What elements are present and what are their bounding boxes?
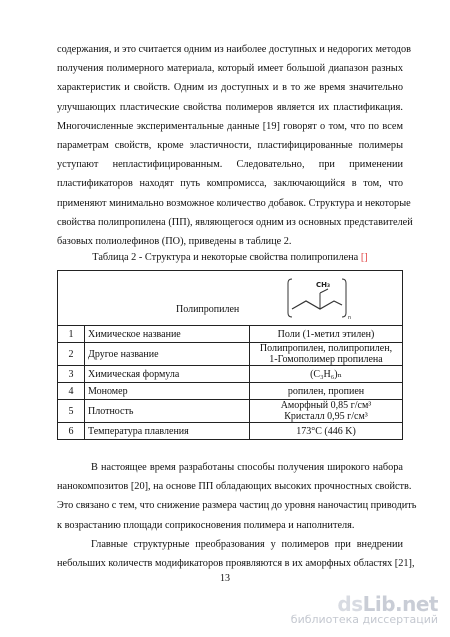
watermark-subtitle: библиотека диссертаций [290, 613, 438, 626]
row-number: 5 [58, 400, 85, 423]
row-number: 1 [58, 326, 85, 343]
paragraph-line: параметрам свойств, кроме эластичности, пластифицированные полимеры [57, 139, 403, 151]
property-name: Химическая формула [85, 366, 250, 383]
paragraph-line: Главные структурные преобразования у полимеров при внедрении [91, 539, 403, 550]
property-value-line: ропилен, пропиен [287, 385, 365, 397]
table-row [58, 423, 403, 440]
dslib-watermark [291, 592, 438, 626]
table-caption-text: Таблица 2 - Структура и некоторые свойства полипропилена [92, 252, 359, 263]
property-name: Мономер [85, 383, 250, 400]
paragraph-structural-changes [57, 535, 415, 573]
property-name: Температура плавления [85, 423, 250, 440]
property-value-line: Полипропилен, полипропилен, [259, 343, 393, 354]
table-row [58, 326, 403, 343]
paragraph-line: нанокомпозитов [20], на основе ПП обладающих высоких прочностных свойств. [57, 481, 412, 493]
row-number: 6 [58, 423, 85, 440]
row-number: 4 [58, 383, 85, 400]
property-value-line: Поли (1-метил этилен) [277, 328, 375, 340]
paragraph-line: применяют минимально возможное количество добавок. Структура и некоторые [57, 197, 411, 209]
property-value [250, 366, 403, 383]
paragraph-line: получения полимерного материала, который имеет большой диапазон разных [57, 63, 403, 75]
table-row [58, 343, 403, 366]
top-paragraph [57, 40, 413, 251]
polypropylene-structure-diagram [286, 275, 356, 321]
paragraph-line: свойства полипропилена (ПП), являющегося одним из основных представителей [57, 216, 413, 228]
property-value [250, 343, 403, 366]
property-value-line: 173°C (446 K) [296, 425, 356, 437]
paragraph-nanocomposites [57, 458, 417, 535]
property-value [250, 400, 403, 423]
property-value-line: Кристалл 0,95 г/см³ [284, 411, 368, 422]
dslib-logo: dsLib.net [337, 592, 438, 616]
table-row [58, 400, 403, 423]
structure-label: Полипропилен [176, 304, 240, 315]
property-value [250, 383, 403, 400]
paragraph-line: к возрастанию площади соприкосновения полимера и наполнителя. [57, 519, 355, 531]
property-value [250, 423, 403, 440]
table-row [58, 366, 403, 383]
paragraph-line: Это связано с тем, что снижение размера частиц до уровня наночастиц приводить [57, 500, 417, 512]
property-value-line: (C₃H₆)ₙ [310, 368, 342, 380]
property-name: Другое название [85, 343, 250, 366]
caption-reference-link[interactable]: [] [360, 252, 368, 263]
paragraph-line: уступают непластифицированным. Следовательно, при применении [57, 159, 403, 171]
page-number: 13 [220, 573, 230, 584]
paragraph-line: пластификаторов находят путь компромисса, заключающийся в том, что [57, 178, 403, 190]
row-number: 2 [58, 343, 85, 366]
repeat-subscript-n: n [348, 315, 352, 321]
property-value [250, 326, 403, 343]
paragraph-line: улучшающих пластические свойства полимеров является их пластификация. [57, 101, 403, 113]
structure-row [58, 271, 403, 326]
property-name: Плотность [85, 400, 250, 423]
ch3-group-label: CH₃ [316, 281, 331, 289]
paragraph-line: небольших количеств модификаторов проявляются в их аморфных областях [21], [57, 558, 415, 570]
paragraph-line: В настоящее время разработаны способы получения широкого набора [91, 462, 403, 473]
properties-table [57, 270, 403, 440]
property-value-line: 1-Гомополимер пропилена [269, 354, 383, 365]
paragraph-line: характеристик и свойств. Одним из доступных и в то же время значительно [57, 82, 403, 94]
property-name: Химическое название [85, 326, 250, 343]
paragraph-line: содержания, и это считается одним из наиболее доступных и недорогих методов [57, 44, 412, 55]
property-value-line: Аморфный 0,85 г/см³ [280, 400, 372, 411]
structure-cell [58, 271, 403, 326]
row-number: 3 [58, 366, 85, 383]
paragraph-line: базовых полиолефинов (ПО), приведены в таблице 2. [57, 235, 292, 247]
table-caption [57, 252, 403, 263]
paragraph-line: Многочисленные экспериментальные данные [19] говорят о том, что по всем [57, 120, 403, 132]
table-row [58, 383, 403, 400]
